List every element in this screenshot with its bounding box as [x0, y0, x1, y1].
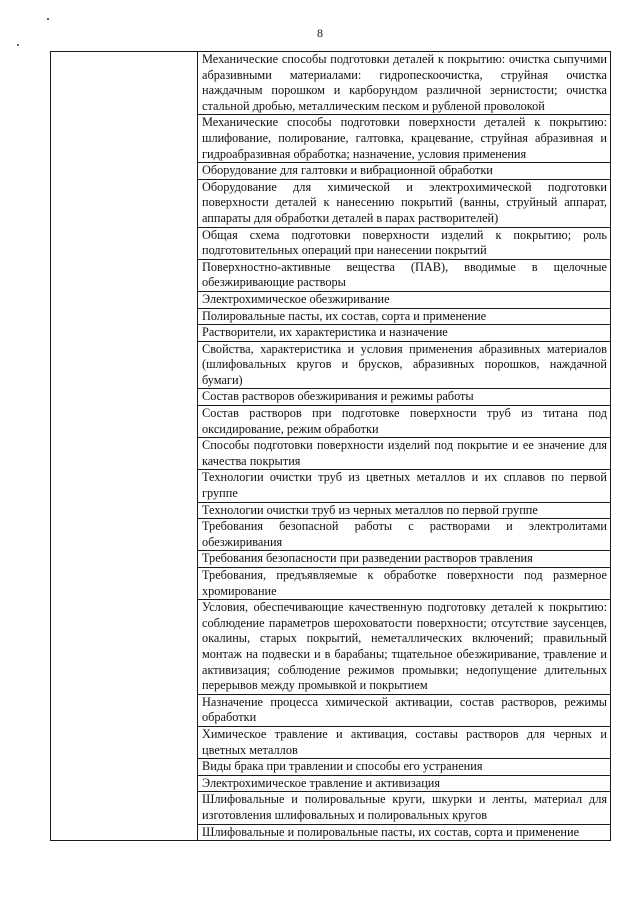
- left-column-cell: [51, 52, 198, 841]
- content-table: [50, 51, 611, 841]
- row-text: Механические способы подготовки поверхности деталей к покрытию: шлифование, полирование, галтовка, крацевание, струйная абразивная и гидроабразивная обработка; назначение, условия применения: [202, 115, 607, 161]
- table-cell: [198, 308, 611, 325]
- row-text: Виды брака при травлении и способы его устранения: [202, 759, 483, 774]
- row-text: Общая схема подготовки поверхности изделий к покрытию; роль подготовительных операций при нанесении покрытий: [202, 227, 607, 258]
- table-cell: [198, 259, 611, 291]
- row-text: Свойства, характеристика и условия применения абразивных материалов (шлифовальных кругов и брусков, абразивных порошков, наждачной бумаги): [202, 341, 607, 387]
- table-cell: [198, 389, 611, 406]
- row-text: Растворители, их характеристика и назначение: [202, 325, 448, 340]
- table-cell: [198, 600, 611, 695]
- table-cell: [198, 568, 611, 600]
- row-text: Технологии очистки труб из черных металлов по первой группе: [202, 502, 538, 517]
- table-cell: [198, 775, 611, 792]
- row-text: Поверхностно-активные вещества (ПАВ), вводимые в щелочные обезжиривающие растворы: [202, 259, 607, 290]
- table-cell: [198, 52, 611, 115]
- table-cell: [198, 227, 611, 259]
- table-cell: [198, 179, 611, 227]
- table-cell: [198, 163, 611, 180]
- row-text: Способы подготовки поверхности изделий под покрытие и ее значение для качества покрытия: [202, 438, 607, 468]
- table-cell: [198, 759, 611, 776]
- row-text: Требования, предъявляемые к обработке поверхности под размерное хромирование: [202, 568, 607, 598]
- row-text: Шлифовальные и полировальные пасты, их состав, сорта и применение: [202, 824, 580, 839]
- row-text: Требования безопасности при разведении растворов травления: [202, 551, 533, 566]
- row-text: Оборудование для галтовки и вибрационной обработки: [202, 163, 493, 178]
- table-cell: [198, 726, 611, 758]
- row-text: Шлифовальные и полировальные круги, шкурки и ленты, материал для изготовления шлифовальных и полировальных кругов: [202, 792, 607, 822]
- row-text: Механические способы подготовки деталей к покрытию: очистка сыпучими абразивными материалами: гидропескоочистка, струйная очистка наждачным порошком и карборундом различной зернистости; очистка стальной дробью, металлическим песком и рубленой проволокой: [202, 52, 607, 113]
- table-cell: [198, 325, 611, 342]
- row-text: Электрохимическое травление и активизация: [202, 775, 441, 790]
- table-cell: [198, 502, 611, 519]
- table-cell: [198, 824, 611, 841]
- row-text: Оборудование для химической и электрохимической подготовки поверхности деталей к нанесению покрытий (ванны, струйный аппарат, аппараты для обработки деталей в парах растворителей): [202, 179, 607, 225]
- table-body: [51, 52, 611, 841]
- table-cell: [198, 519, 611, 551]
- table-cell: [198, 470, 611, 502]
- row-text: Электрохимическое обезжиривание: [202, 291, 390, 306]
- row-text: Полировальные пасты, их состав, сорта и применение: [202, 308, 487, 323]
- row-text: Технологии очистки труб из цветных металлов и их сплавов по первой группе: [202, 470, 607, 501]
- table-cell: [198, 551, 611, 568]
- table-cell: [198, 438, 611, 470]
- table-row: [51, 52, 611, 115]
- scan-dot-side: [17, 44, 19, 46]
- table-cell: [198, 115, 611, 163]
- row-text: Химическое травление и активация, составы растворов для черных и цветных металлов: [202, 726, 607, 757]
- table-cell: [198, 341, 611, 389]
- row-text: Состав растворов обезжиривания и режимы работы: [202, 389, 474, 404]
- table-cell: [198, 792, 611, 824]
- scan-dot-top: [47, 18, 49, 20]
- row-text: Требования безопасной работы с растворами и электролитами обезжиривания: [202, 519, 607, 549]
- row-text: Условия, обеспечивающие качественную подготовку деталей к покрытию: соблюдение параметров шероховатости поверхности; отсутствие заусенцев, окалины, старых покрытий, неметаллических включений; правильный монтаж на подвески и в барабаны; тщательное обезжиривание, травление и активизация; соблюдение режимов промывки; недопущение длительных перерывов между промывкой и покрытием: [202, 600, 607, 693]
- page-number: 8: [317, 26, 323, 40]
- table-cell: [198, 291, 611, 308]
- table-cell: [198, 406, 611, 438]
- row-text: Назначение процесса химической активации, состав растворов, режимы обработки: [202, 694, 607, 725]
- table-cell: [198, 694, 611, 726]
- row-text: Состав растворов при подготовке поверхности труб из титана под оксидирование, режим обработки: [202, 406, 607, 436]
